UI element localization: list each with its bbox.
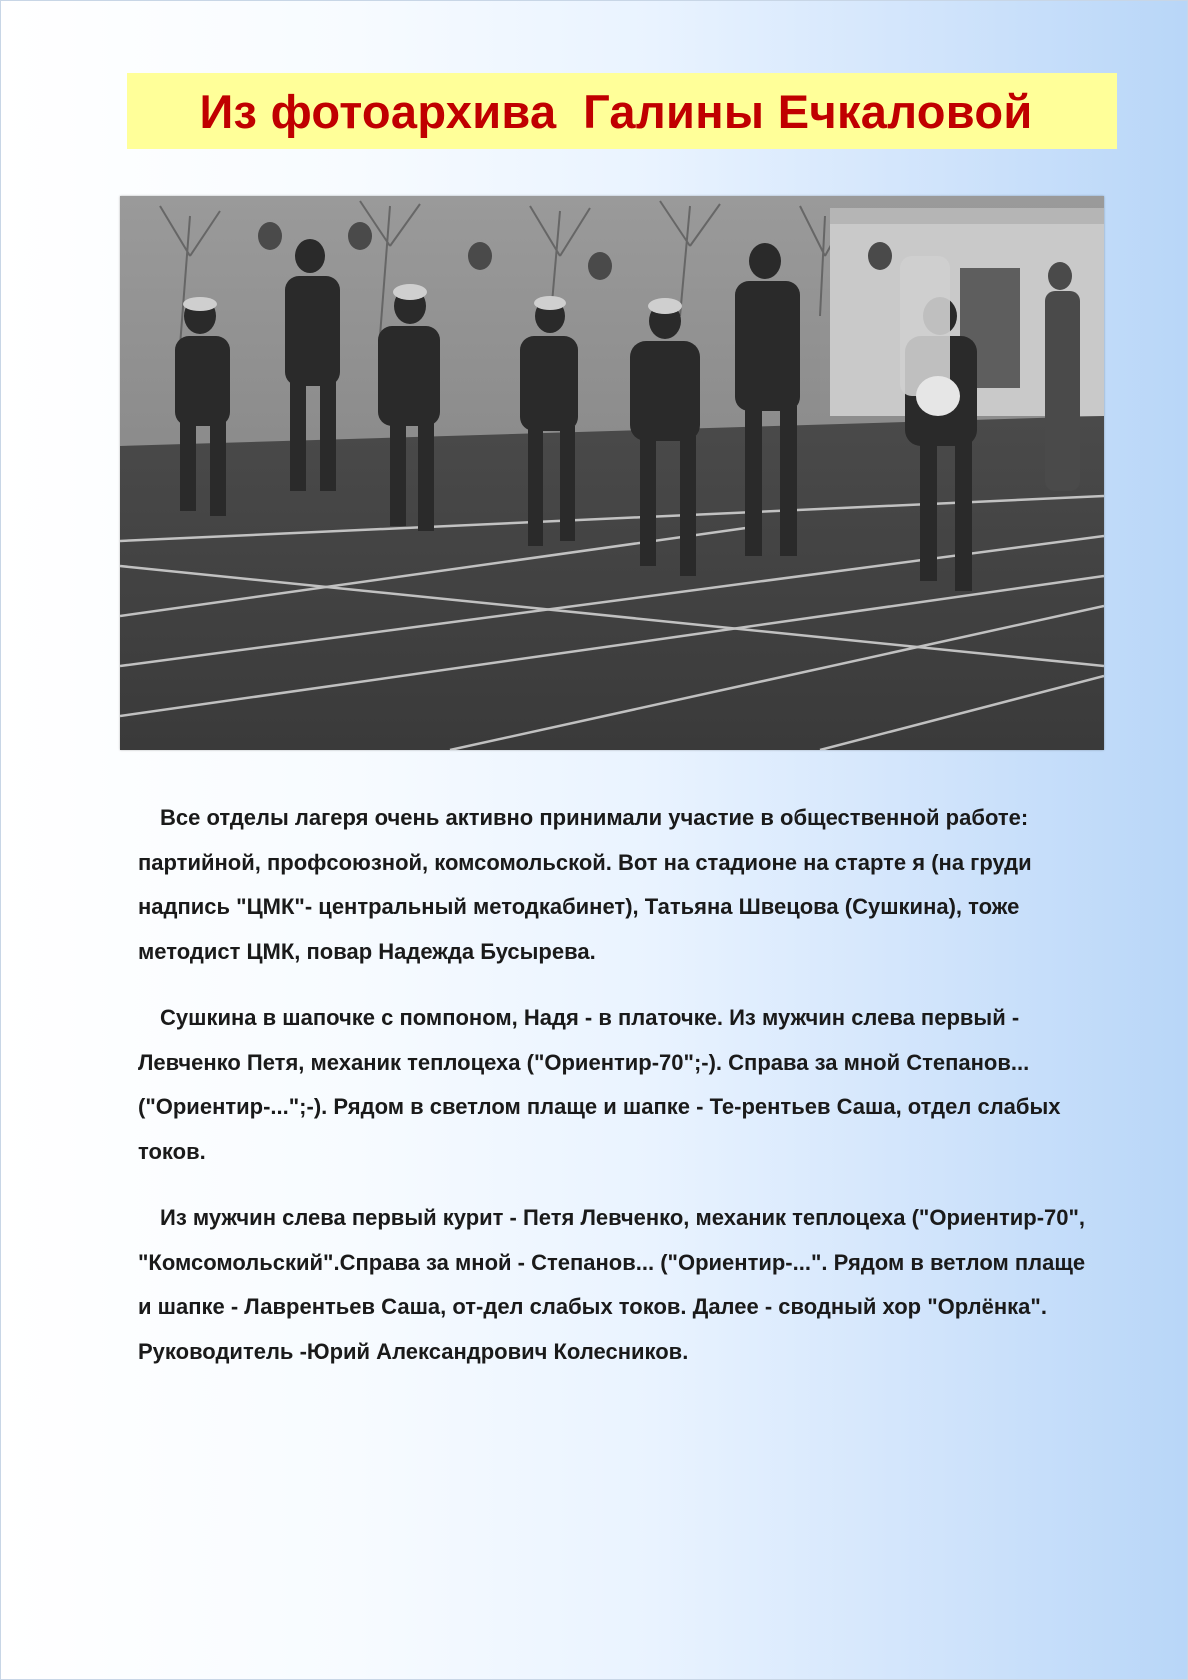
archive-photo	[120, 196, 1104, 750]
page-title: Из фотоархива Галины Ечкаловой	[199, 84, 1033, 138]
paragraph-3: Из мужчин слева первый курит - Петя Левченко, механик теплоцеха ("Ориентир-70", "Комсомольский".Справа за мной - Степанов... ("Ориентир-...". Рядом в ветлом плаще и шапке - Лаврентьев Саша, от-дел слабых токов. Далее - сводный хор "Орлёнка". Руководитель -Юрий Александрович Колесников.	[138, 1205, 1086, 1364]
photo-image	[120, 196, 1104, 750]
paragraph-1: Все отделы лагеря очень активно принимали участие в общественной работе: партийной, профсоюзной, комсомольской. Вот на стадионе на старте я (на груди надпись "ЦМК"- центральный методкабинет), Татьяна Швецова (Сушкина), тоже методист ЦМК, повар Надежда Бусырева.	[138, 805, 1032, 964]
title-banner	[127, 73, 1117, 149]
paragraph-2: Сушкина в шапочке с помпоном, Надя - в платочке. Из мужчин слева первый - Левченко Петя, механик теплоцеха ("Ориентир-70";-). Справа за мной Степанов...("Ориентир-...";-). Рядом в светлом плаще и шапке - Те-рентьев Саша, отдел слабых токов.	[138, 1005, 1061, 1164]
article-body	[138, 796, 1098, 1396]
